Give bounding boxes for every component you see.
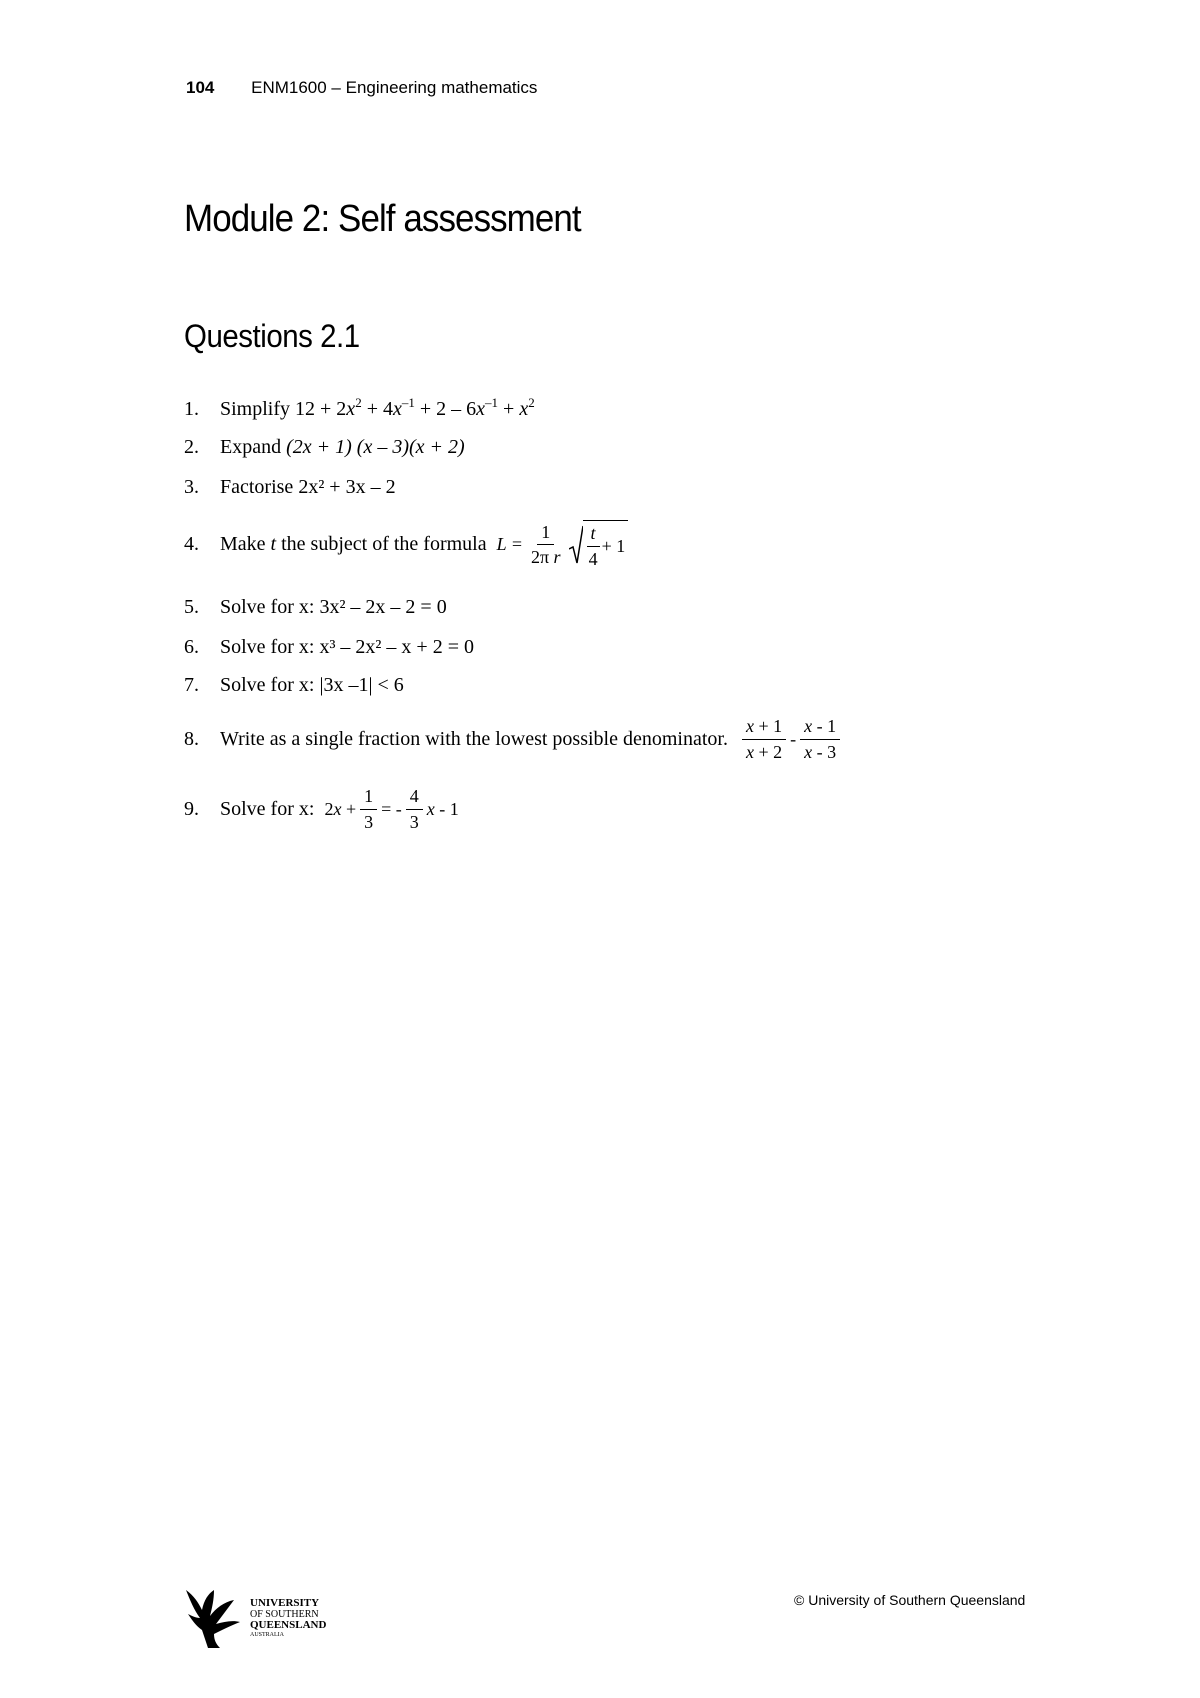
formula-lhs: L = — [496, 534, 523, 555]
question-expression: 2 x + $\frac{1}{3}$ = - $\frac{4}{3}$ x - 1 — [324, 786, 459, 832]
question-6: 6. Solve for x: x³ – 2x² – x + 2 = 0 — [184, 636, 474, 658]
page-title: Module 2: Self assessment — [184, 198, 581, 240]
question-2: 2. Expand (2x + 1) (x – 3)(x + 2) — [184, 436, 465, 458]
question-9: 9. Solve for x: 2 x + $\frac{1}{3}$ = - $\frac{4}{3}$ x - 1 — [184, 786, 459, 832]
formula-fraction: $\frac{1}{\text{2π r}}$ — [530, 521, 561, 568]
question-expression: $12 + 2x^2 + 4x^{-1} + 2 - 6x^{-1} + x^2$ — [295, 395, 535, 420]
question-7: 7. Solve for x: |3x –1| < 6 — [184, 674, 404, 696]
question-8: 8. Write as a single fraction with the lowest possible denominator. $\frac{x + 1}{x + 2}$ - $\frac{x - 1}{x - 3}$ — [184, 716, 844, 762]
page-number: 104 — [186, 78, 215, 97]
section-title: Questions 2.1 — [184, 318, 360, 354]
question-expression: x³ – 2x² – x + 2 = 0 — [319, 636, 474, 658]
question-4: 4. Make t the subject of the formula L = $\frac{1}{\text{2π r}}$ $\frac{t}{4}$ + 1 — [184, 520, 628, 569]
question-text: Simplify — [220, 398, 291, 420]
question-text: Solve for x: — [220, 596, 315, 618]
question-text: Factorise — [220, 476, 294, 498]
logo-wordmark: UNIVERSITY OF SOUTHERN QUEENSLAND AUSTRALIA — [250, 1597, 327, 1638]
question-5: 5. Solve for x: 3x² – 2x – 2 = 0 — [184, 596, 447, 618]
page-header — [186, 78, 537, 98]
phoenix-logo-icon — [184, 1586, 244, 1650]
square-root: $\frac{t}{4}$ + 1 — [569, 520, 629, 569]
question-expression: |3x –1| < 6 — [319, 674, 404, 696]
copyright-notice: © University of Southern Queensland — [794, 1592, 1026, 1608]
question-expression: 3x² – 2x – 2 = 0 — [319, 596, 447, 618]
question-text: Expand — [220, 436, 282, 458]
fraction-left: $\frac{x + 1}{x + 2}$ — [742, 716, 786, 762]
fraction-right: $\frac{x - 1}{x - 3}$ — [800, 716, 840, 762]
question-text: Write as a single fraction with the lowest possible denominator. — [220, 727, 728, 750]
question-text: Solve for x: — [220, 797, 315, 820]
question-3: 3. Factorise 2x² + 3x – 2 — [184, 476, 396, 498]
question-1: 1. Simplify $12 + 2x^2 + 4x^{-1} + 2 - 6x^{-1} + x^2$ — [184, 395, 535, 420]
course-title: ENM1600 – Engineering mathematics — [251, 78, 538, 97]
question-text: Solve for x: — [220, 674, 315, 696]
usq-logo — [184, 1586, 326, 1650]
question-expression: (2x + 1) (x – 3)(x + 2) — [286, 436, 465, 458]
question-text: Solve for x: — [220, 636, 315, 658]
question-expression: 2x² + 3x – 2 — [298, 476, 396, 498]
